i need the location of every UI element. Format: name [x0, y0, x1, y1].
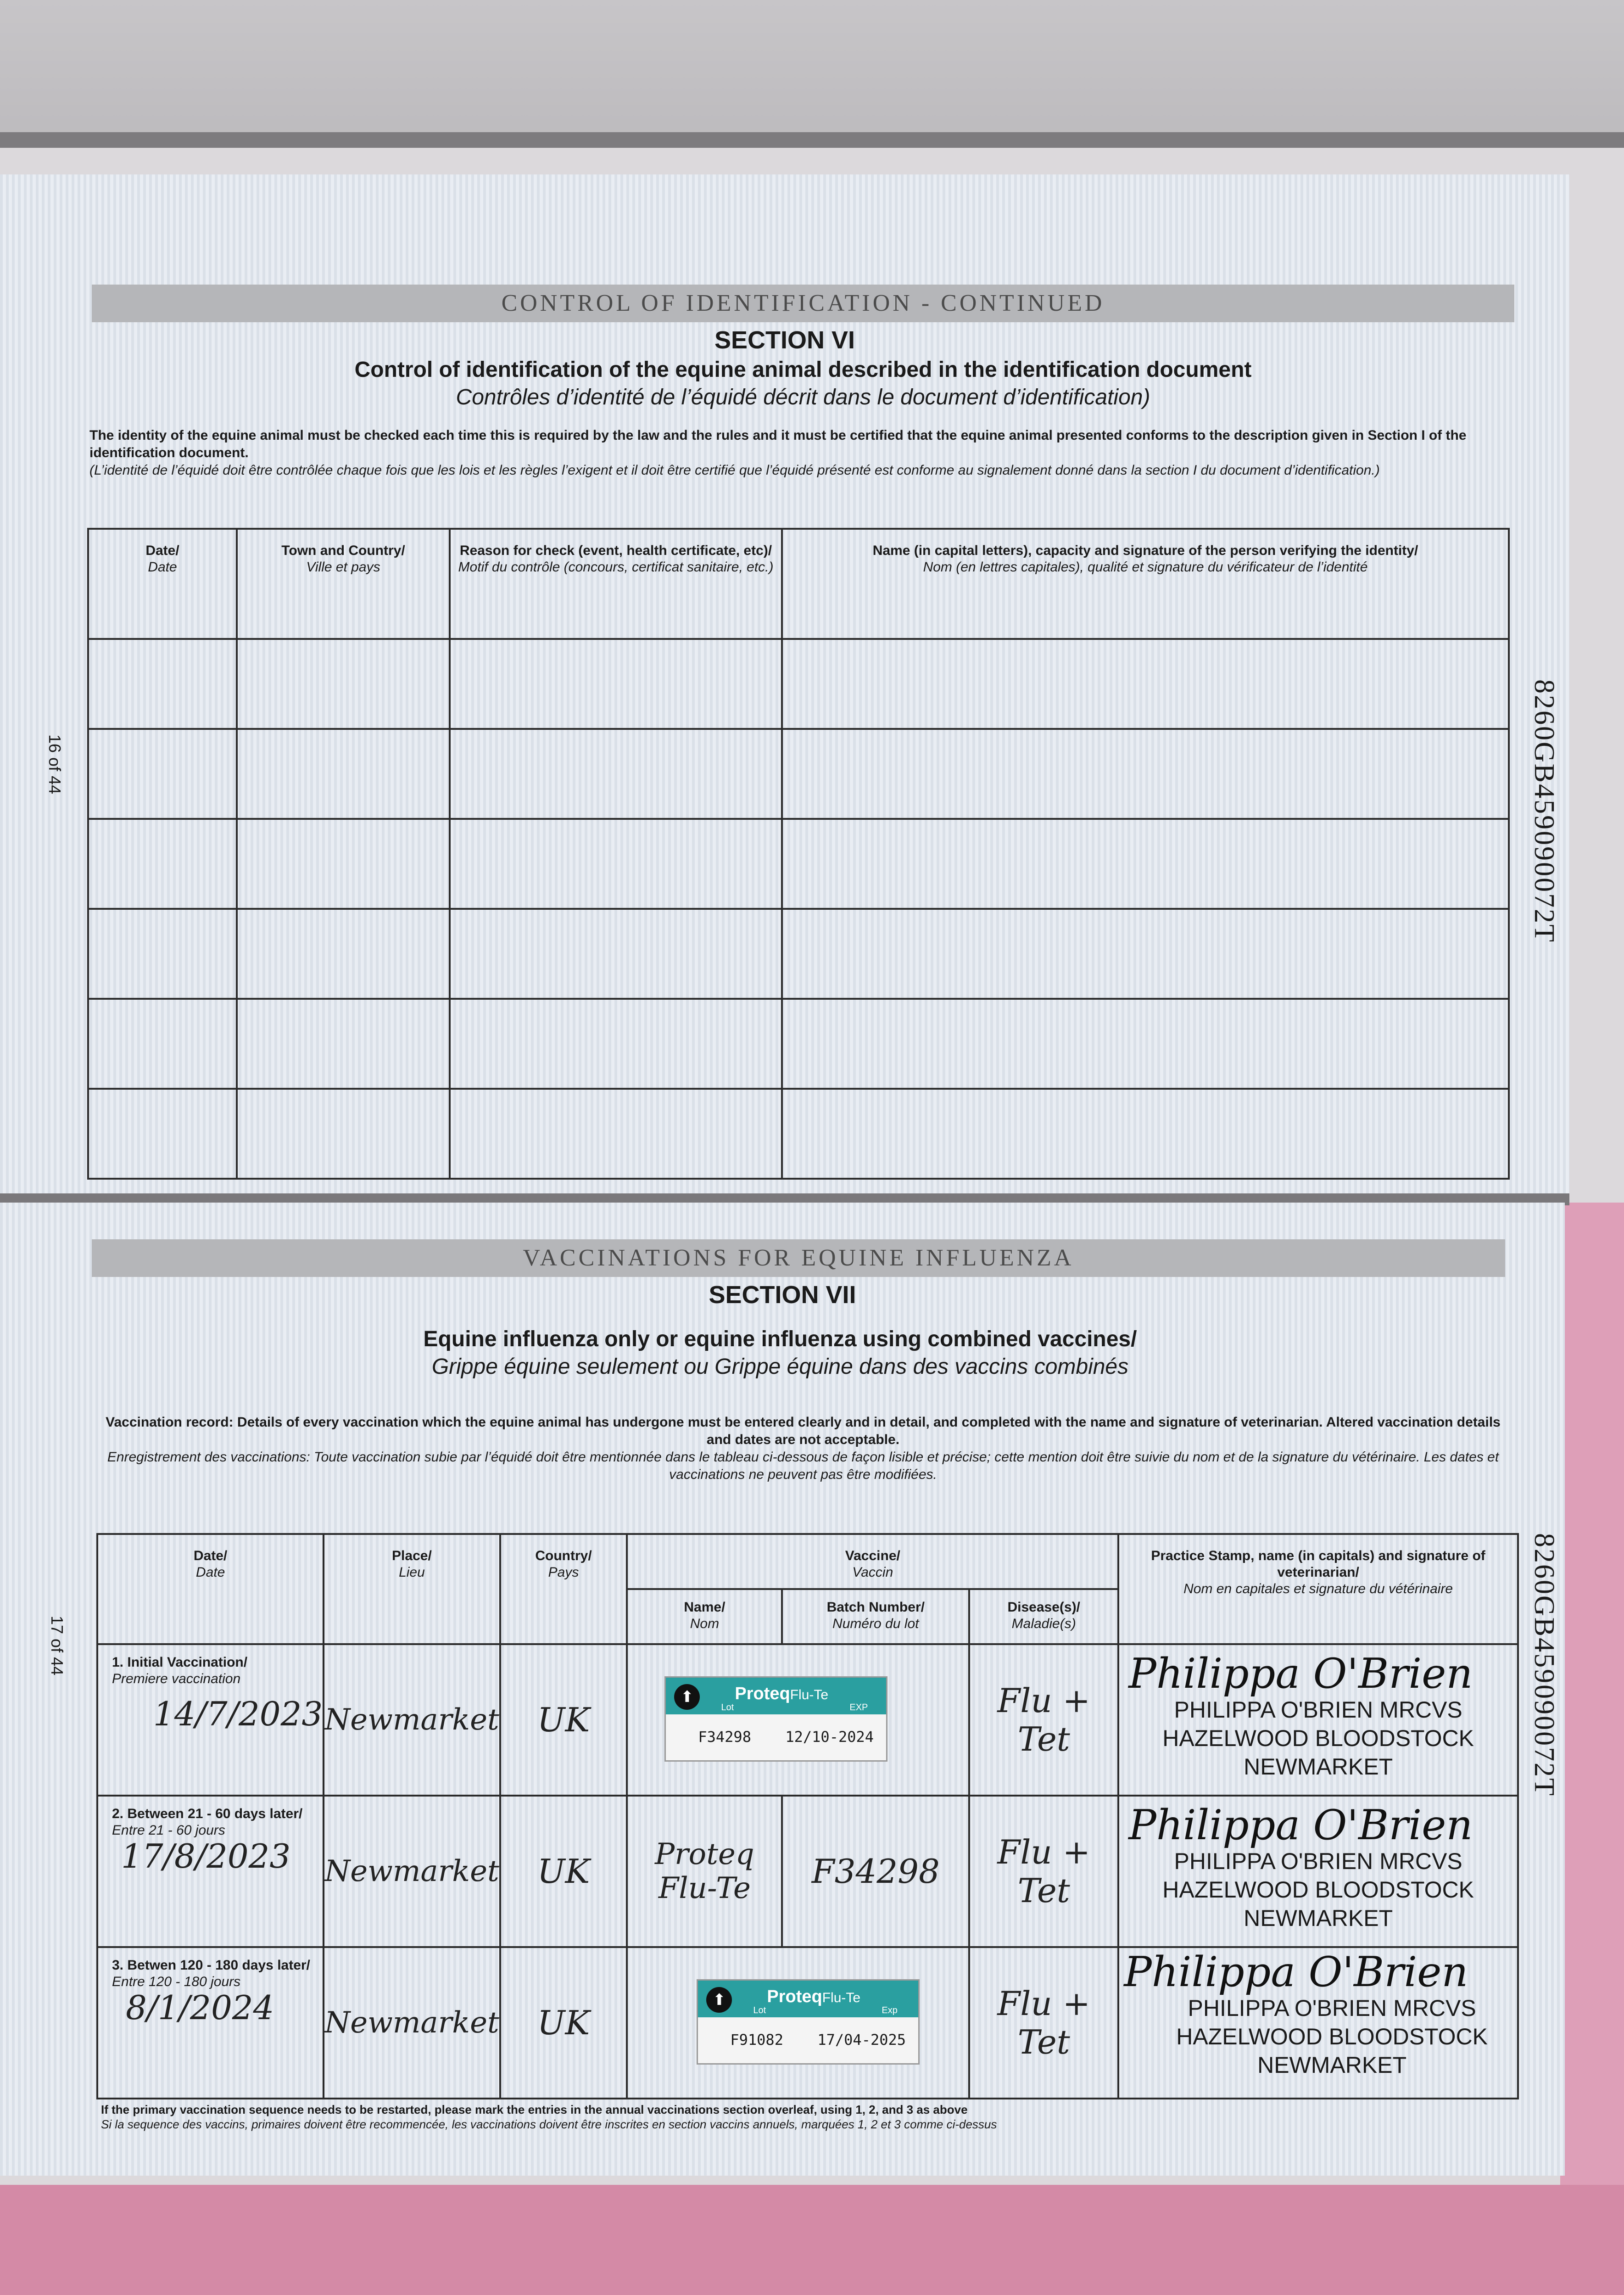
table-row [88, 999, 1509, 1089]
vaccination-date: 17/8/2023 [121, 1837, 291, 1875]
vaccine-name: Proteq Flu-Te [655, 1837, 754, 1905]
table-row [88, 909, 1509, 999]
header-vaccine: Vaccine/ Vaccin [627, 1534, 1118, 1589]
header-vaccine-name: Name/ Nom [627, 1589, 782, 1644]
vaccine-sticker: ⬆ ProteqFlu-Te Lot EXP F34298 12/10-2024 [664, 1676, 887, 1762]
header-stamp: Practice Stamp, name (in capitals) and signature of veterinarian/ Nom en capitales et signature du vétérinaire [1118, 1534, 1518, 1644]
table-row [97, 1796, 1518, 1947]
vaccination-disease: Flu + Tet [997, 1984, 1090, 2061]
scanner-top-area [0, 0, 1624, 138]
vaccination-disease: Flu + Tet [997, 1833, 1090, 1910]
page-edge [0, 132, 1624, 148]
header-disease: Disease(s)/ Maladie(s) [969, 1589, 1118, 1644]
vaccination-date: 8/1/2024 [126, 1988, 274, 2027]
vet-signature: Philippa O'Brien [1124, 1948, 1468, 1996]
row-2-date-cell: 2. Between 21 - 60 days later/ Entre 21 - 60 jours 17/8/2023 [97, 1796, 324, 1947]
page-16 [0, 174, 1569, 1193]
batch-number: F34298 [811, 1852, 940, 1891]
table-row [88, 1089, 1509, 1179]
vet-stamp-cell [1118, 1947, 1518, 2099]
vet-stamp: PHILIPPA O'BRIEN MRCVS HAZELWOOD BLOODSTOCK NEWMARKET [1162, 1697, 1474, 1780]
vet-stamp: PHILIPPA O'BRIEN MRCVS HAZELWOOD BLOODSTOCK NEWMARKET [1162, 1848, 1474, 1931]
footnote-english: If the primary vaccination sequence needs to be restarted, please mark the entries in the annual vaccinations section overleaf, using 1, 2, and 3 as above [101, 2103, 968, 2116]
page-number: 17 of 44 [48, 1616, 67, 1676]
vaccination-country: UK [537, 2004, 590, 2042]
sticker-expiry: 17/04-2025 [817, 2031, 906, 2049]
sticker-batch: F91082 [730, 2031, 783, 2049]
identity-check-table [87, 528, 1510, 1180]
header-batch: Batch Number/ Numéro du lot [782, 1589, 969, 1644]
proteq-logo-icon: ⬆ [674, 1684, 700, 1710]
title-english: Equine influenza only or equine influenza using combined vaccines/ [423, 1327, 1137, 1351]
header-verifier: Name (in capital letters), capacity and signature of the person verifying the identity/ Nom (en lettres capitales), qualité et signature du vérificateur de l’identité [782, 529, 1509, 639]
vaccination-country: UK [537, 1852, 590, 1891]
vaccination-place: Newmarket [324, 1703, 499, 1737]
header-date: Date/ Date [88, 529, 237, 639]
vet-stamp-cell [1118, 1644, 1518, 1796]
vaccination-disease: Flu + Tet [997, 1681, 1090, 1758]
vaccination-date: 14/7/2023 [153, 1695, 323, 1733]
header-town-country: Town and Country/ Ville et pays [237, 529, 450, 639]
intro-french: (L’identité de l’équidé doit être contrôlée chaque fois que les lois et les règles l’exigent et il doit être certifié que l’équidé présenté est conforme au signalement donné dans la section I du document d’identification.) [89, 463, 1380, 478]
passport-cover-edge [1560, 1203, 1624, 2231]
table-row [88, 819, 1509, 909]
row-1-date-cell: 1. Initial Vaccination/ Premiere vaccination 14/7/2023 [97, 1644, 324, 1796]
document-id: 8260GB459090072T [1529, 1533, 1560, 1797]
row-3-date-cell: 3. Betwen 120 - 180 days later/ Entre 120 - 180 jours 8/1/2024 [97, 1947, 324, 2099]
title-french: Contrôles d’identité de l’équidé décrit dans le document d’identification) [456, 385, 1150, 409]
vaccination-country: UK [537, 1701, 590, 1739]
page-number: 16 of 44 [45, 734, 64, 795]
header-country: Country/ Pays [500, 1534, 627, 1644]
section-banner: VACCINATIONS FOR EQUINE INFLUENZA [92, 1239, 1505, 1277]
sticker-batch: F34298 [698, 1728, 751, 1746]
intro-english: The identity of the equine animal must be checked each time this is required by the law and the rules and it must be certified that the equine animal presented conforms to the description given in Section I of the identification document. [89, 428, 1467, 460]
vaccine-sticker: ⬆ ProteqFlu-Te Lot Exp F91082 17/04-2025 [697, 1979, 920, 2065]
page-17 [0, 1203, 1565, 2176]
proteq-logo-icon: ⬆ [706, 1987, 732, 2013]
footnote-french: Si la sequence des vaccins, primaires doivent être recommencée, les vaccinations doivent être inscrites en section vaccins annuels, marquées 1, 2 et 3 comme ci-dessus [101, 2117, 997, 2131]
vaccination-place: Newmarket [324, 2006, 499, 2040]
vaccination-table [96, 1533, 1519, 2099]
header-date: Date/ Date [97, 1534, 324, 1644]
title-french: Grippe équine seulement ou Grippe équine dans des vaccins combinés [431, 1355, 1129, 1379]
document-id: 8260GB459090072T [1529, 679, 1560, 943]
vet-stamp-cell [1118, 1796, 1518, 1947]
section-banner: CONTROL OF IDENTIFICATION - CONTINUED [92, 285, 1514, 322]
title-english: Control of identification of the equine animal described in the identification document [354, 358, 1252, 382]
footnote [101, 2102, 1524, 2132]
section-title: SECTION VI [714, 326, 855, 354]
table-row [97, 1947, 1518, 2099]
passport-cover-bottom [0, 2185, 1624, 2295]
header-place: Place/ Lieu [324, 1534, 500, 1644]
header-reason: Reason for check (event, health certificate, etc)/ Motif du contrôle (concours, certificat sanitaire, etc.) [450, 529, 782, 639]
section-title: SECTION VII [709, 1281, 856, 1309]
table-row [88, 639, 1509, 729]
vet-stamp: PHILIPPA O'BRIEN MRCVS HAZELWOOD BLOODSTOCK NEWMARKET [1176, 1995, 1488, 2078]
vaccination-place: Newmarket [324, 1854, 499, 1888]
sticker-expiry: 12/10-2024 [785, 1728, 874, 1746]
table-row [97, 1644, 1518, 1796]
vet-signature: Philippa O'Brien [1128, 1650, 1473, 1698]
vet-signature: Philippa O'Brien [1128, 1801, 1473, 1849]
table-row [88, 729, 1509, 819]
intro-text [89, 427, 1489, 479]
vaccination-record-text: Vaccination record: Details of every vaccination which the equine animal has undergone must be entered clearly and in detail, and completed with the name and signature of veterinarian. Altered vaccination details and dates are not acceptable. Enregistrement des vaccinations: Toute vaccination subie par l’équidé doit être mentionnée dans le tableau ci-dessous de façon lisible et précise; cette mention doit être suivie du nom et de la signature du vétérinaire. Les dates et vaccinations ne peuvent pas être modifiées. [106, 1415, 1501, 1482]
